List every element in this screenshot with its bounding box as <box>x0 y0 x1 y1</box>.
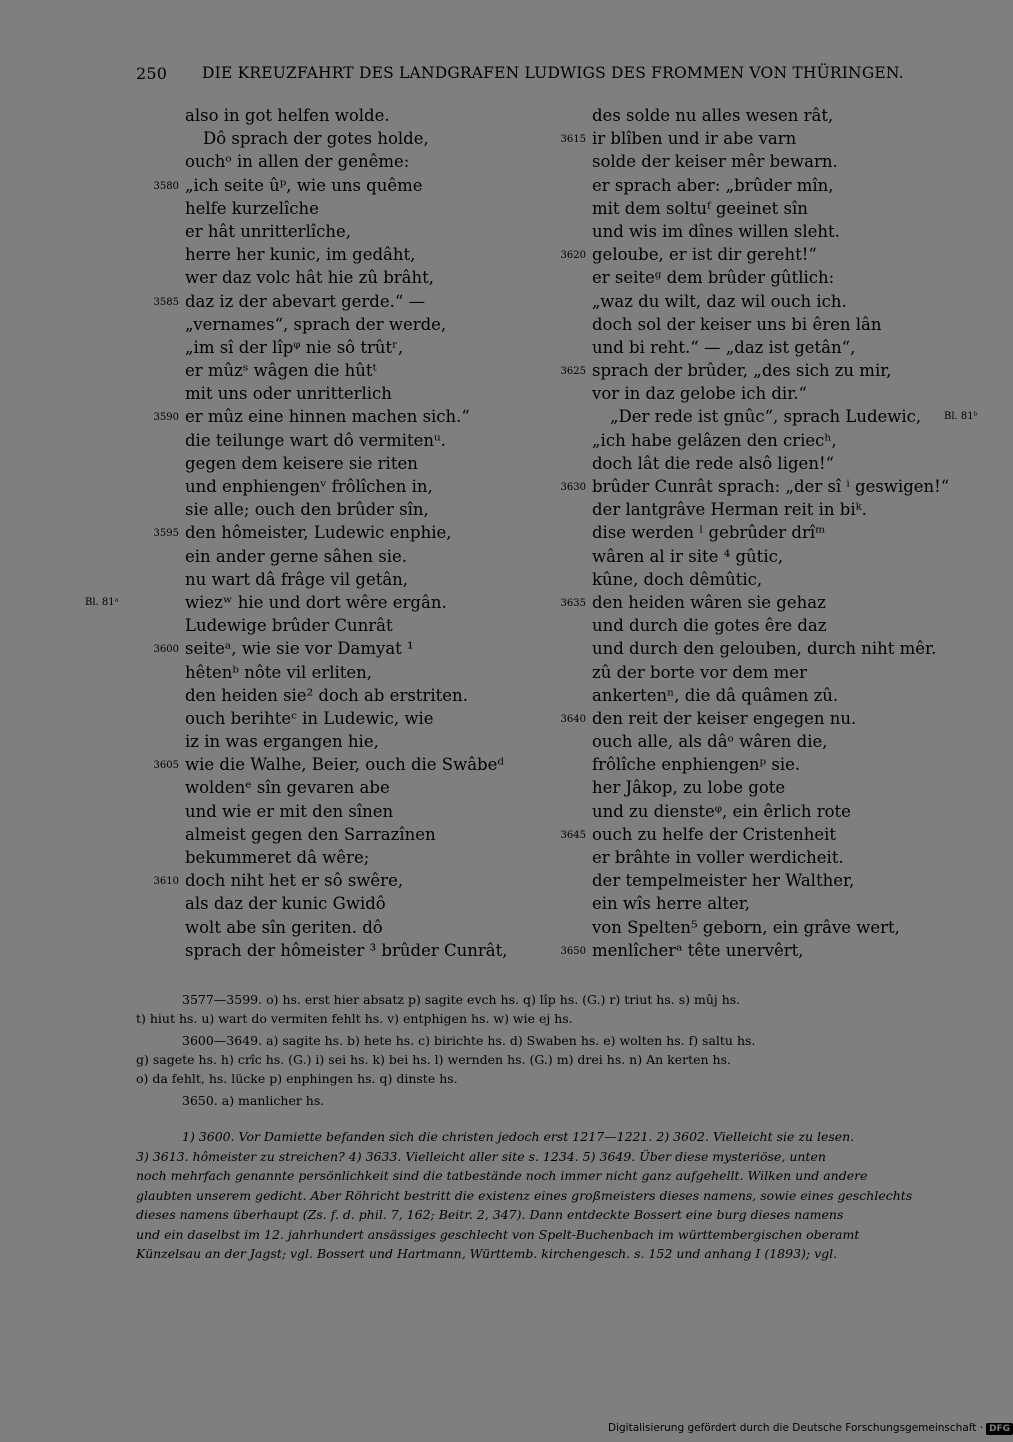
apparatus-line: t) hiut hs. u) wart do vermiten fehlt hs. v) entphigen hs. w) wie ej hs. <box>136 1011 573 1026</box>
verse-line <box>592 614 1012 637</box>
verse-line <box>592 220 1012 243</box>
verse-line <box>592 290 1012 313</box>
verse-text: ankertenⁿ, die dâ quâmen zû. <box>592 685 839 705</box>
verse-text: „waz du wilt, daz wil ouch ich. <box>592 291 847 311</box>
verse-line <box>185 243 605 266</box>
verse-text: die teilunge wart dô vermitenᵘ. <box>185 430 446 450</box>
verse-line <box>560 127 1012 150</box>
verse-text: iz in was ergangen hie, <box>185 732 379 752</box>
verse-column-left <box>85 104 605 962</box>
verse-line <box>185 800 605 823</box>
line-number: 3615 <box>560 134 586 146</box>
verse-text: von Spelten⁵ geborn, ein grâve wert, <box>592 917 900 937</box>
verse-line <box>592 916 1012 939</box>
verse-line <box>185 197 605 220</box>
verse-line <box>85 591 605 614</box>
line-number: 3590 <box>153 412 179 424</box>
verse-text: „ich seite ûᵖ, wie uns quême <box>185 175 423 195</box>
verse-line <box>592 405 1012 428</box>
verse-line <box>185 730 605 753</box>
verse-text: und durch den gelouben, durch niht mêr. <box>592 639 937 659</box>
verse-line <box>185 382 605 405</box>
line-number: 3645 <box>560 829 586 841</box>
verse-text: vor in daz gelobe ich dir.“ <box>592 384 807 404</box>
verse-line <box>153 174 605 197</box>
apparatus-line: 3600—3649. a) sagite hs. b) hete hs. c) birichte hs. d) Swaben hs. e) wolten hs. f) saltu hs. <box>182 1033 756 1048</box>
verse-line <box>592 150 1012 173</box>
verse-line <box>592 313 1012 336</box>
verse-line <box>560 591 1012 614</box>
verse-line <box>185 916 605 939</box>
footnote-line: dieses namens überhaupt (Zs. f. d. phil. 7, 162; Beitr. 2, 347). Dann entdeckte Bossert eine burg dieses namens <box>136 1207 844 1222</box>
verse-line <box>185 614 605 637</box>
verse-line <box>185 336 605 359</box>
dfg-logo: DFG <box>986 1423 1013 1435</box>
verse-line <box>153 405 605 428</box>
verse-text: ouch zu helfe der Cristenheit <box>592 824 837 844</box>
line-number: 3635 <box>560 597 586 609</box>
verse-text: bekummeret dâ wêre; <box>185 848 370 867</box>
verse-text: Dô sprach der gotes holde, <box>203 129 429 149</box>
verse-line <box>153 521 605 544</box>
verse-text: wâren al ir site ⁴ gûtic, <box>592 546 784 566</box>
verse-line <box>153 753 605 776</box>
verse-line <box>153 637 605 660</box>
verse-line <box>592 104 1012 127</box>
credit-text: Digitalisierung gefördert durch die Deutsche Forschungsgemeinschaft · <box>608 1422 984 1434</box>
verse-line <box>592 498 1012 521</box>
verse-line <box>592 266 1012 289</box>
verse-text: brûder Cunrât sprach: „der sî ⁱ geswigen!“ <box>592 477 950 496</box>
verse-text: den hômeister, Ludewic enphie, <box>185 523 452 543</box>
verse-line <box>153 290 605 313</box>
line-number: 3600 <box>153 644 179 656</box>
verse-text: er mûzˢ wâgen die hûtᵗ <box>185 361 377 381</box>
footnote-line: 1) 3600. Vor Damiette befanden sich die christen jedoch erst 1217—1221. 2) 3602. Vielleicht sie zu lesen. <box>182 1129 855 1144</box>
footnote-line: Künzelsau an der Jagst; vgl. Bossert und Hartmann, Württemb. kirchengesch. s. 152 und anhang I (1893); vgl. <box>136 1246 838 1261</box>
footnote-line: noch mehrfach genannte persönlichkeit sind die tatbestände noch immer nicht ganz aufgehellt. Wilken und andere <box>136 1168 868 1183</box>
verse-text: doch sol der keiser uns bi êren lân <box>592 314 882 334</box>
verse-line <box>560 939 1012 962</box>
verse-text: frôlîche enphiengenᵖ sie. <box>592 755 801 775</box>
verse-text: der tempelmeister her Walther, <box>592 871 855 891</box>
footnote-line: glaubten unserem gedicht. Aber Röhricht bestritt die existenz eines großmeisters dieses namens, sowie eines geschlechts <box>136 1187 913 1203</box>
verse-text: geloube, er ist dir gereht!“ <box>592 245 817 265</box>
line-number: 3580 <box>153 180 179 192</box>
verse-line <box>592 336 1012 359</box>
verse-line <box>592 892 1012 915</box>
verse-line <box>560 707 1012 730</box>
verse-text: ouch alle, als dâᵒ wâren die, <box>592 732 828 752</box>
verse-text: helfe kurzelîche <box>185 198 319 218</box>
verse-line <box>592 197 1012 220</box>
verse-text: sprach der hômeister ³ brûder Cunrât, <box>185 940 508 960</box>
verse-line <box>185 429 605 452</box>
verse-line <box>185 892 605 915</box>
verse-text: als daz der kunic Gwidô <box>185 894 386 914</box>
verse-text: ein ander gerne sâhen sie. <box>185 546 408 566</box>
verse-line <box>592 684 1012 707</box>
verse-text: seiteᵃ, wie sie vor Damyat ¹ <box>185 639 414 659</box>
verse-text: „ich habe gelâzen den criecʰ, <box>592 430 837 450</box>
verse-text: und wis im dînes willen sleht. <box>592 221 840 241</box>
verse-text: wiezʷ hie und dort wêre ergân. <box>185 592 447 612</box>
verse-line <box>592 753 1012 776</box>
verse-line <box>592 730 1012 753</box>
verse-text: herre her kunic, im gedâht, <box>185 245 416 265</box>
apparatus-line: o) da fehlt, hs. lücke p) enphingen hs. q) dinste hs. <box>136 1071 458 1086</box>
line-number: 3625 <box>560 366 586 378</box>
verse-text: wie die Walhe, Beier, ouch die Swâbeᵈ <box>185 755 504 775</box>
verse-line <box>592 776 1012 799</box>
verse-text: ein wîs herre alter, <box>592 894 751 914</box>
verse-line <box>592 174 1012 197</box>
verse-text: ir blîben und ir abe varn <box>592 129 797 149</box>
verse-text: nu wart dâ frâge vil getân, <box>185 569 409 589</box>
verse-text: den heiden sie² doch ab erstriten. <box>185 685 468 705</box>
verse-line <box>592 637 1012 660</box>
verse-text: des solde nu alles wesen rât, <box>592 106 834 125</box>
verse-line <box>185 568 605 591</box>
line-number: 3585 <box>153 296 179 308</box>
page-number: 250 <box>136 64 168 83</box>
verse-text: ouchᵒ in allen der genême: <box>185 152 410 172</box>
verse-text: er mûz eine hinnen machen sich.“ <box>185 407 470 427</box>
verse-text: dise werden ˡ gebrûder drîᵐ <box>592 523 826 543</box>
verse-line <box>185 707 605 730</box>
verse-line <box>185 475 605 498</box>
critical-apparatus <box>136 990 938 1110</box>
verse-text: kûne, doch dêmûtic, <box>592 569 763 589</box>
line-number: 3620 <box>560 250 586 262</box>
verse-text: und durch die gotes êre daz <box>592 616 827 636</box>
folio-marker: Bl. 81ᵇ <box>944 411 978 423</box>
verse-line <box>560 243 1012 266</box>
line-number: 3605 <box>153 760 179 772</box>
verse-line <box>592 429 1012 452</box>
footnotes <box>136 1127 938 1264</box>
verse-text: er hât unritterlîche, <box>185 221 351 241</box>
verse-line <box>185 498 605 521</box>
verse-text: den reit der keiser engegen nu. <box>592 708 857 728</box>
verse-text: almeist gegen den Sarrazînen <box>185 824 436 844</box>
verse-text: gegen dem keisere sie riten <box>185 453 418 473</box>
verse-line <box>185 545 605 568</box>
verse-line <box>185 846 605 869</box>
verse-line <box>560 475 1012 498</box>
verse-line <box>185 823 605 846</box>
verse-text: solde der keiser mêr bewarn. <box>592 152 838 172</box>
line-number: 3595 <box>153 528 179 540</box>
line-number: 3630 <box>560 482 586 493</box>
line-number: 3610 <box>153 876 179 888</box>
verse-text: zû der borte vor dem mer <box>592 662 807 682</box>
verse-line <box>560 823 1012 846</box>
verse-line <box>592 661 1012 684</box>
verse-line <box>185 452 605 475</box>
verse-text: und bi reht.“ — „daz ist getân“, <box>592 337 856 357</box>
apparatus-line: g) sagete hs. h) crîc hs. (G.) i) sei hs. k) bei hs. l) wernden hs. (G.) m) drei hs. n) An kerten hs. <box>136 1052 731 1067</box>
verse-line <box>185 939 605 962</box>
verse-line <box>592 452 1012 475</box>
verse-line <box>185 684 605 707</box>
verse-line <box>185 127 605 150</box>
verse-line <box>185 220 605 243</box>
verse-text: und wie er mit den sînen <box>185 801 394 821</box>
line-number: 3640 <box>560 713 586 725</box>
verse-text: der lantgrâve Herman reit in biᵏ. <box>592 500 867 520</box>
verse-line <box>592 800 1012 823</box>
verse-line <box>153 869 605 892</box>
verse-text: sie alle; ouch den brûder sîn, <box>185 500 429 520</box>
apparatus-line: 3650. a) manlicher hs. <box>182 1093 325 1108</box>
verse-text: woldenᵉ sîn gevaren abe <box>185 778 390 798</box>
verse-text: daz iz der abevart gerde.“ — <box>185 291 426 311</box>
footnote-line: 3) 3613. hômeister zu streichen? 4) 3633. Vielleicht aller site s. 1234. 5) 3649. Über diese mysteriöse, unten <box>136 1148 826 1164</box>
footnote-line: und ein daselbst im 12. jahrhundert ansässiges geschlecht von Spelt-Buchenbach im württembergischen oberamt <box>136 1226 860 1242</box>
verse-text: er brâhte in voller werdicheit. <box>592 848 844 867</box>
verse-line <box>592 568 1012 591</box>
verse-line <box>592 846 1012 869</box>
verse-text: mit dem soltuᶠ geeinet sîn <box>592 198 808 218</box>
verse-text: er seiteᵍ dem brûder gûtlich: <box>592 268 835 288</box>
verse-line <box>560 359 1012 382</box>
verse-line <box>592 521 1012 544</box>
verse-text: her Jâkop, zu lobe gote <box>592 778 786 798</box>
running-header <box>136 64 904 88</box>
verse-text: menlîcherᵃ têtе unervêrt, <box>592 940 804 960</box>
verse-line <box>592 869 1012 892</box>
verse-text: „Der rede ist gnûc“, sprach Ludewic, <box>610 407 922 427</box>
verse-line <box>592 545 1012 568</box>
verse-column-right <box>560 104 1012 962</box>
verse-line <box>185 266 605 289</box>
verse-text: und zu diensteᵠ, ein êrlich rote <box>592 801 851 821</box>
verse-text: wer daz volc hât hie zû brâht, <box>185 268 434 288</box>
folio-marker: Bl. 81ᵃ <box>85 596 119 608</box>
digitization-credit <box>608 1422 1013 1435</box>
verse-line <box>185 776 605 799</box>
verse-text: mit uns oder unritterlich <box>185 384 392 404</box>
verse-line <box>185 104 605 127</box>
verse-text: ouch berihteᶜ in Ludewic, wie <box>185 708 434 728</box>
line-number: 3650 <box>560 945 586 957</box>
verse-line <box>185 150 605 173</box>
verse-text: also in got helfen wolde. <box>185 106 390 125</box>
verse-line <box>185 313 605 336</box>
verse-text: „im sî der lîpᵠ nie sô trûtʳ, <box>185 337 404 357</box>
verse-text: doch lât die rede alsô ligen!“ <box>592 453 835 473</box>
verse-line <box>185 661 605 684</box>
running-title: DIE KREUZFAHRT DES LANDGRAFEN LUDWIGS DES FROMMEN VON THÜRINGEN. <box>202 64 904 82</box>
verse-text: doch niht het er sô swêre, <box>185 871 404 891</box>
verse-text: Ludewige brûder Cunrât <box>185 616 393 636</box>
verse-text: den heiden wâren sie gehaz <box>592 592 826 612</box>
verse-text: wolt abe sîn geriten. dô <box>185 917 383 937</box>
verse-line <box>592 382 1012 405</box>
verse-text: „vernames“, sprach der werde, <box>185 314 447 334</box>
verse-line <box>185 359 605 382</box>
apparatus-line: 3577—3599. o) hs. erst hier absatz p) sagite evch hs. q) lîp hs. (G.) r) triut hs. s) mûj hs. <box>182 992 741 1007</box>
verse-text: sprach der brûder, „des sich zu mir, <box>592 361 892 381</box>
verse-text: er sprach aber: „brûder mîn, <box>592 175 834 195</box>
verse-text: hêtenᵇ nôte vil erliten, <box>185 662 373 682</box>
verse-text: und enphiengenᵛ frôlîchen in, <box>185 477 433 496</box>
